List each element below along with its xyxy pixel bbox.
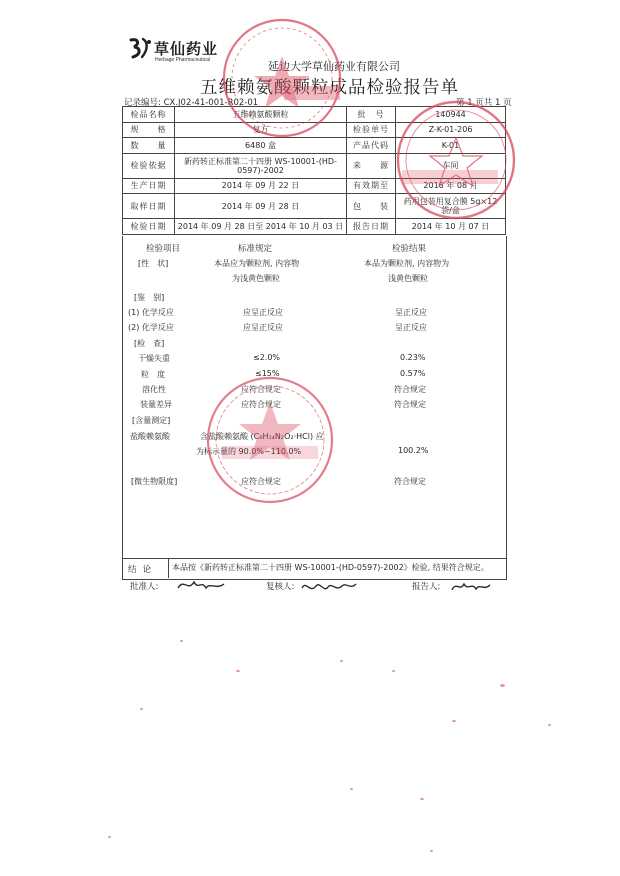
info-table	[122, 106, 506, 235]
brand-name: 草仙药业	[154, 40, 219, 58]
info-label: 检验单号	[347, 122, 396, 138]
reviewer-label: 复核人:	[266, 582, 295, 592]
speck	[420, 798, 424, 800]
info-row	[123, 178, 506, 194]
item-label: 干燥失重	[138, 354, 170, 363]
info-value: 药用包装用复合膜 5g×12 袋/盒	[396, 194, 506, 219]
section-appearance: [性 状]	[138, 259, 169, 268]
info-label: 批 号	[347, 107, 396, 123]
item-label: 粒 度	[141, 370, 165, 379]
result-text: 0.23%	[400, 353, 426, 362]
info-value: 2014 年 09 月 22 日	[175, 178, 347, 194]
column-header-standard: 标准规定	[238, 244, 273, 254]
conclusion-text: 本品按《新药转正标准第二十四册 WS-10001-(HD-0597)-2002》检验, 结果符合规定。	[172, 563, 489, 572]
approver-signature	[176, 576, 226, 597]
standard-text: 应符合规定	[241, 477, 281, 486]
info-value: 车间	[396, 153, 506, 178]
speck	[340, 660, 343, 662]
info-label: 生产日期	[123, 178, 175, 194]
column-header-item: 检验项目	[146, 244, 181, 254]
info-label: 数 量	[123, 138, 175, 154]
column-header-result: 检验结果	[392, 244, 427, 254]
report-title: 五维赖氨酸颗粒成品检验报告单	[200, 78, 459, 98]
results-frame	[122, 236, 507, 559]
reporter-label: 报告人:	[412, 582, 441, 592]
info-row	[123, 138, 506, 154]
result-text: 符合规定	[394, 385, 426, 394]
info-value: 2016 年 08 月	[396, 178, 506, 194]
info-label: 产品代码	[347, 138, 396, 154]
info-value: 新药转正标准第二十四册 WS-10001-(HD-0597)-2002	[175, 153, 347, 178]
standard-text: 含盐酸赖氨酸 (C₆H₁₄N₂O₂·HCl) 应	[200, 432, 324, 441]
result-text: 呈正反应	[395, 323, 427, 332]
info-label: 报告日期	[347, 219, 396, 235]
result-text: 符合规定	[394, 400, 426, 409]
standard-text: 应呈正反应	[243, 323, 283, 332]
standard-text: ≤15%	[255, 369, 280, 378]
reviewer-signature-icon	[300, 578, 358, 596]
speck	[500, 684, 505, 687]
info-value: 五维赖氨酸颗粒	[175, 107, 347, 123]
standard-text: 为标示量的 90.0%~110.0%	[196, 447, 302, 456]
info-label: 检品名称	[123, 107, 175, 123]
info-row	[123, 153, 506, 178]
info-row	[123, 194, 506, 219]
reviewer-signature	[300, 578, 358, 599]
company-name: 延边大学草仙药业有限公司	[268, 60, 400, 73]
info-row	[123, 107, 506, 123]
result-text: 100.2%	[398, 446, 429, 455]
speck	[430, 850, 433, 852]
brand-logo-icon	[128, 36, 154, 60]
record-number: 记录编号: CX.J02-41-001-R02-01	[124, 98, 259, 108]
reporter-signature	[450, 578, 492, 599]
info-value: 复方	[175, 122, 347, 138]
result-text: 本品为颗粒剂, 内容物为	[364, 259, 450, 268]
info-label: 检验依据	[123, 153, 175, 178]
speck	[140, 708, 143, 710]
approver-signature-icon	[176, 576, 226, 594]
speck	[108, 836, 111, 838]
brand-name-en: Herbage Pharmaceutical	[155, 57, 211, 63]
standard-text: 应呈正反应	[243, 308, 283, 317]
item-label: 盐酸赖氨酸	[130, 432, 170, 441]
info-row	[123, 219, 506, 235]
result-text: 呈正反应	[395, 308, 427, 317]
info-value: 2014 年 10 月 07 日	[396, 219, 506, 235]
info-label: 来 源	[347, 153, 396, 178]
section-identification: [鉴 别]	[134, 293, 165, 302]
speck	[236, 670, 240, 672]
speck	[180, 640, 183, 642]
info-label: 取样日期	[123, 194, 175, 219]
standard-text: 应符合规定	[241, 400, 281, 409]
conclusion-divider	[168, 558, 169, 578]
info-value: 2014 年 09 月 28 日至 2014 年 10 月 03 日	[175, 219, 347, 235]
item-label: (2) 化学反应	[128, 323, 174, 332]
result-text: 浅黄色颗粒	[388, 274, 428, 283]
standard-text: 本品应为颗粒剂, 内容物	[214, 259, 300, 268]
speck	[452, 720, 456, 722]
speck	[548, 724, 551, 726]
info-value: 6480 盒	[175, 138, 347, 154]
standard-text: 为浅黄色颗粒	[232, 274, 280, 283]
info-label: 有效期至	[347, 178, 396, 194]
info-label: 包 装	[347, 194, 396, 219]
page-number: 第 1 页共 1 页	[456, 98, 512, 108]
standard-text: 应符合规定	[241, 385, 281, 394]
info-value: Z-K-01-206	[396, 122, 506, 138]
info-value: 2014 年 09 月 28 日	[175, 194, 347, 219]
section-microbe: [微生物限度]	[131, 477, 178, 486]
reporter-signature-icon	[450, 578, 492, 596]
item-label: 装量差异	[140, 400, 172, 409]
standard-text: ≤2.0%	[253, 353, 281, 362]
section-examination: [检 查]	[134, 339, 165, 348]
speck	[350, 788, 353, 790]
info-label: 检验日期	[123, 219, 175, 235]
item-label: 溶化性	[142, 385, 166, 394]
approver-label: 批准人:	[130, 582, 159, 592]
info-value: K-01	[396, 138, 506, 154]
conclusion-label: 结论	[128, 565, 158, 575]
section-assay: [含量测定]	[132, 416, 171, 425]
info-row	[123, 122, 506, 138]
result-text: 0.57%	[400, 369, 426, 378]
speck	[392, 670, 395, 672]
item-label: (1) 化学反应	[128, 308, 174, 317]
result-text: 符合规定	[394, 477, 426, 486]
info-value: 140944	[396, 107, 506, 123]
info-label: 规 格	[123, 122, 175, 138]
